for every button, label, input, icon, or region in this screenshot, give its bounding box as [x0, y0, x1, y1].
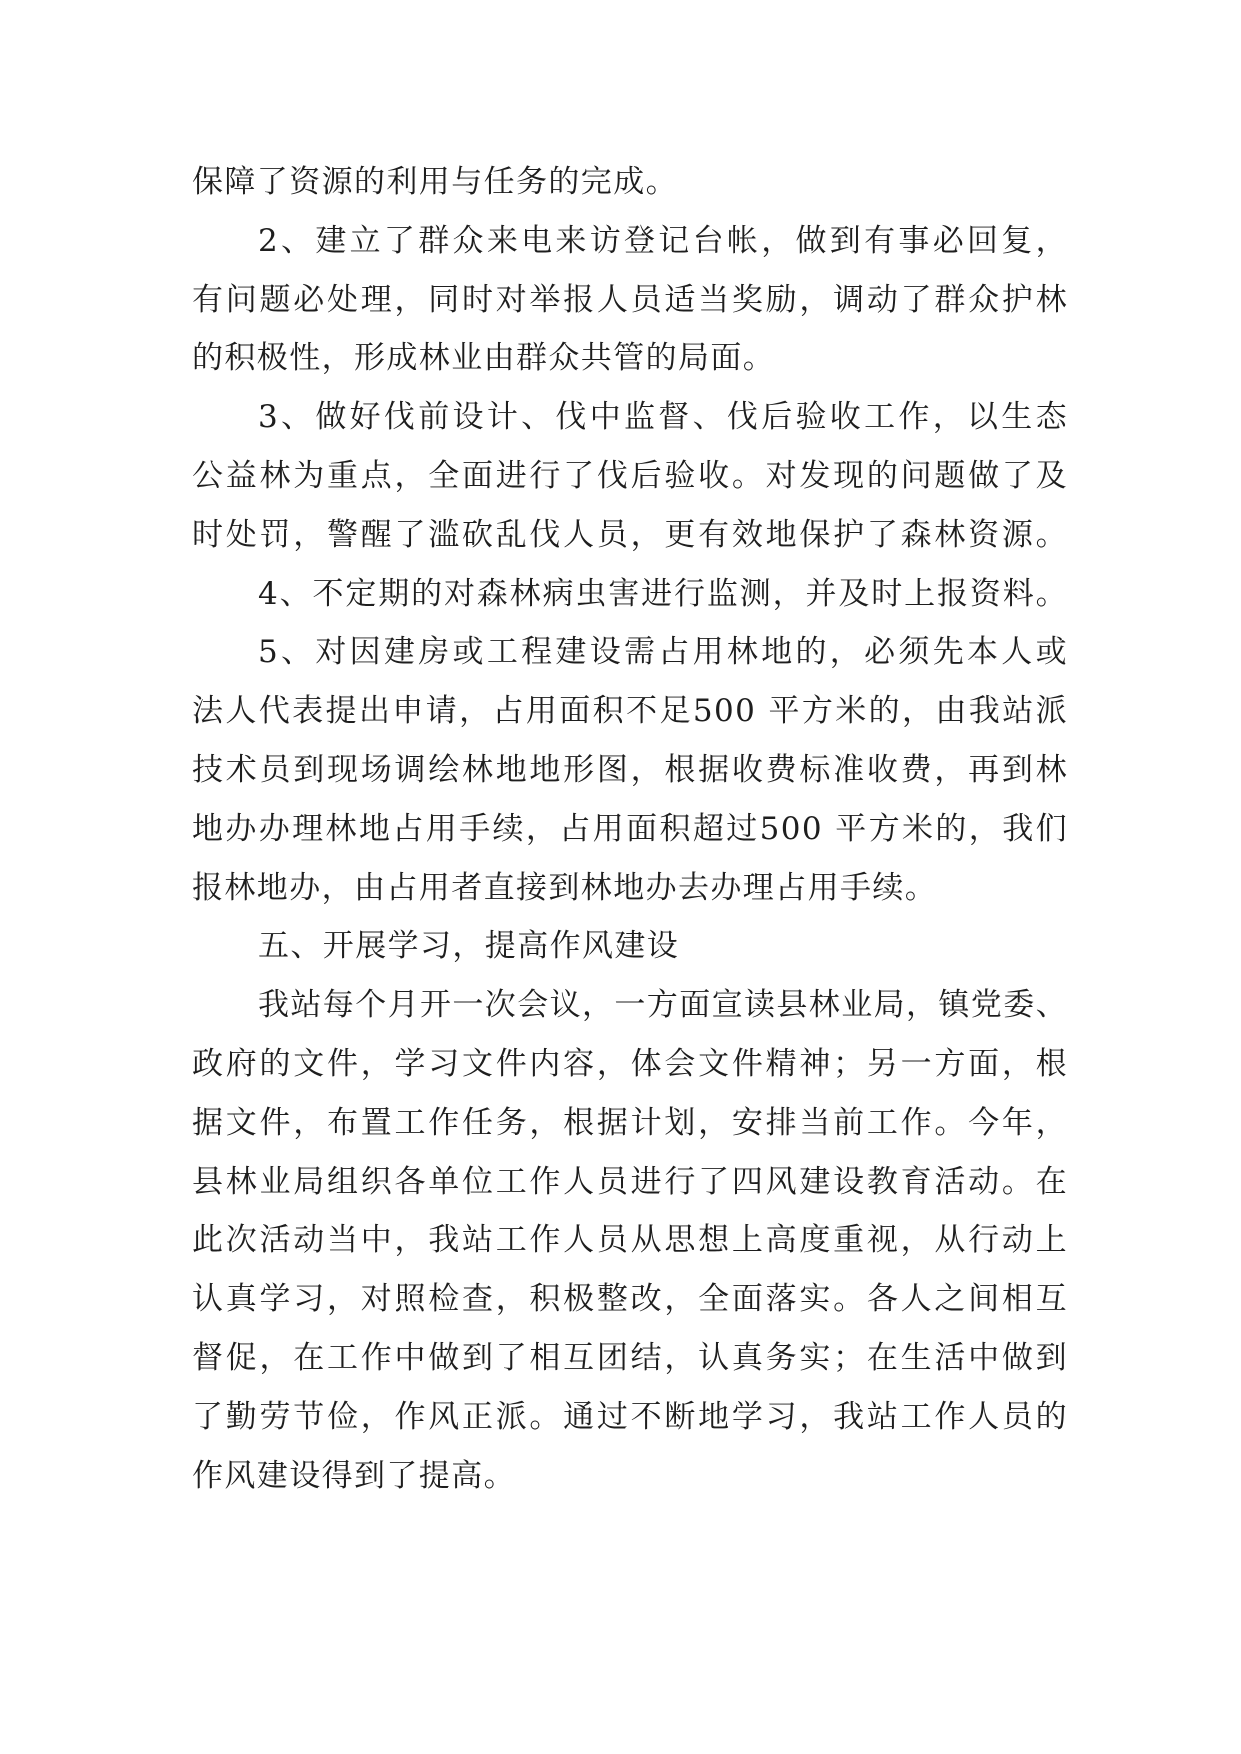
text-line: 法人代表提出申请，占用面积不足500 平方米的，由我站派: [192, 693, 1068, 730]
heading-line: 五、开展学习，提高作风建设: [258, 928, 680, 965]
text-line: 4、不定期的对森林病虫害进行监测，并及时上报资料。: [258, 575, 1068, 612]
text-line: 报林地办，由占用者直接到林地办去办理占用手续。: [192, 869, 938, 906]
text-line: 县林业局组织各单位工作人员进行了四风建设教育活动。在: [192, 1163, 1068, 1200]
text-line: 督促，在工作中做到了相互团结，认真务实；在生活中做到: [192, 1339, 1068, 1376]
text-line: 2、建立了群众来电来访登记台帐，做到有事必回复，: [258, 222, 1068, 259]
text-line: 据文件，布置工作任务，根据计划，安排当前工作。今年，: [192, 1104, 1068, 1141]
text-line: 认真学习，对照检查，积极整改，全面落实。各人之间相互: [192, 1281, 1068, 1318]
section-heading: [192, 917, 1068, 976]
text-line: 了勤劳节俭，作风正派。通过不断地学习，我站工作人员的: [192, 1398, 1068, 1435]
text-line: 技术员到现场调绘林地地形图，根据收费标准收费，再到林: [192, 751, 1068, 788]
paragraph-item-5: [192, 623, 1068, 917]
paragraph-study: [192, 976, 1068, 1505]
text-line: 时处罚，警醒了滥砍乱伐人员，更有效地保护了森林资源。: [192, 516, 1068, 553]
text-line: 有问题必处理，同时对举报人员适当奖励，调动了群众护林: [192, 281, 1068, 318]
text-line: 的积极性，形成林业由群众共管的局面。: [192, 340, 776, 377]
text-line: 我站每个月开一次会议，一方面宣读县林业局，镇党委、: [258, 987, 1068, 1024]
paragraph-item-2: [192, 212, 1068, 388]
text-line: 地办办理林地占用手续，占用面积超过500 平方米的，我们: [192, 810, 1068, 847]
text-line: 政府的文件，学习文件内容，体会文件精神；另一方面，根: [192, 1045, 1068, 1082]
text-line: 公益林为重点，全面进行了伐后验收。对发现的问题做了及: [192, 457, 1068, 494]
text-line: 作风建设得到了提高。: [192, 1457, 516, 1494]
text-line: 保障了资源的利用与任务的完成。: [192, 164, 678, 200]
text-line: 此次活动当中，我站工作人员从思想上高度重视，从行动上: [192, 1222, 1068, 1259]
paragraph-item-4: [192, 565, 1068, 624]
text-line: 5、对因建房或工程建设需占用林地的，必须先本人或: [258, 634, 1068, 671]
paragraph-item-3: [192, 388, 1068, 564]
text-line: 3、做好伐前设计、伐中监督、伐后验收工作，以生态: [258, 399, 1068, 436]
paragraph-continuation: [192, 153, 1068, 212]
document-body: [192, 153, 1068, 1505]
